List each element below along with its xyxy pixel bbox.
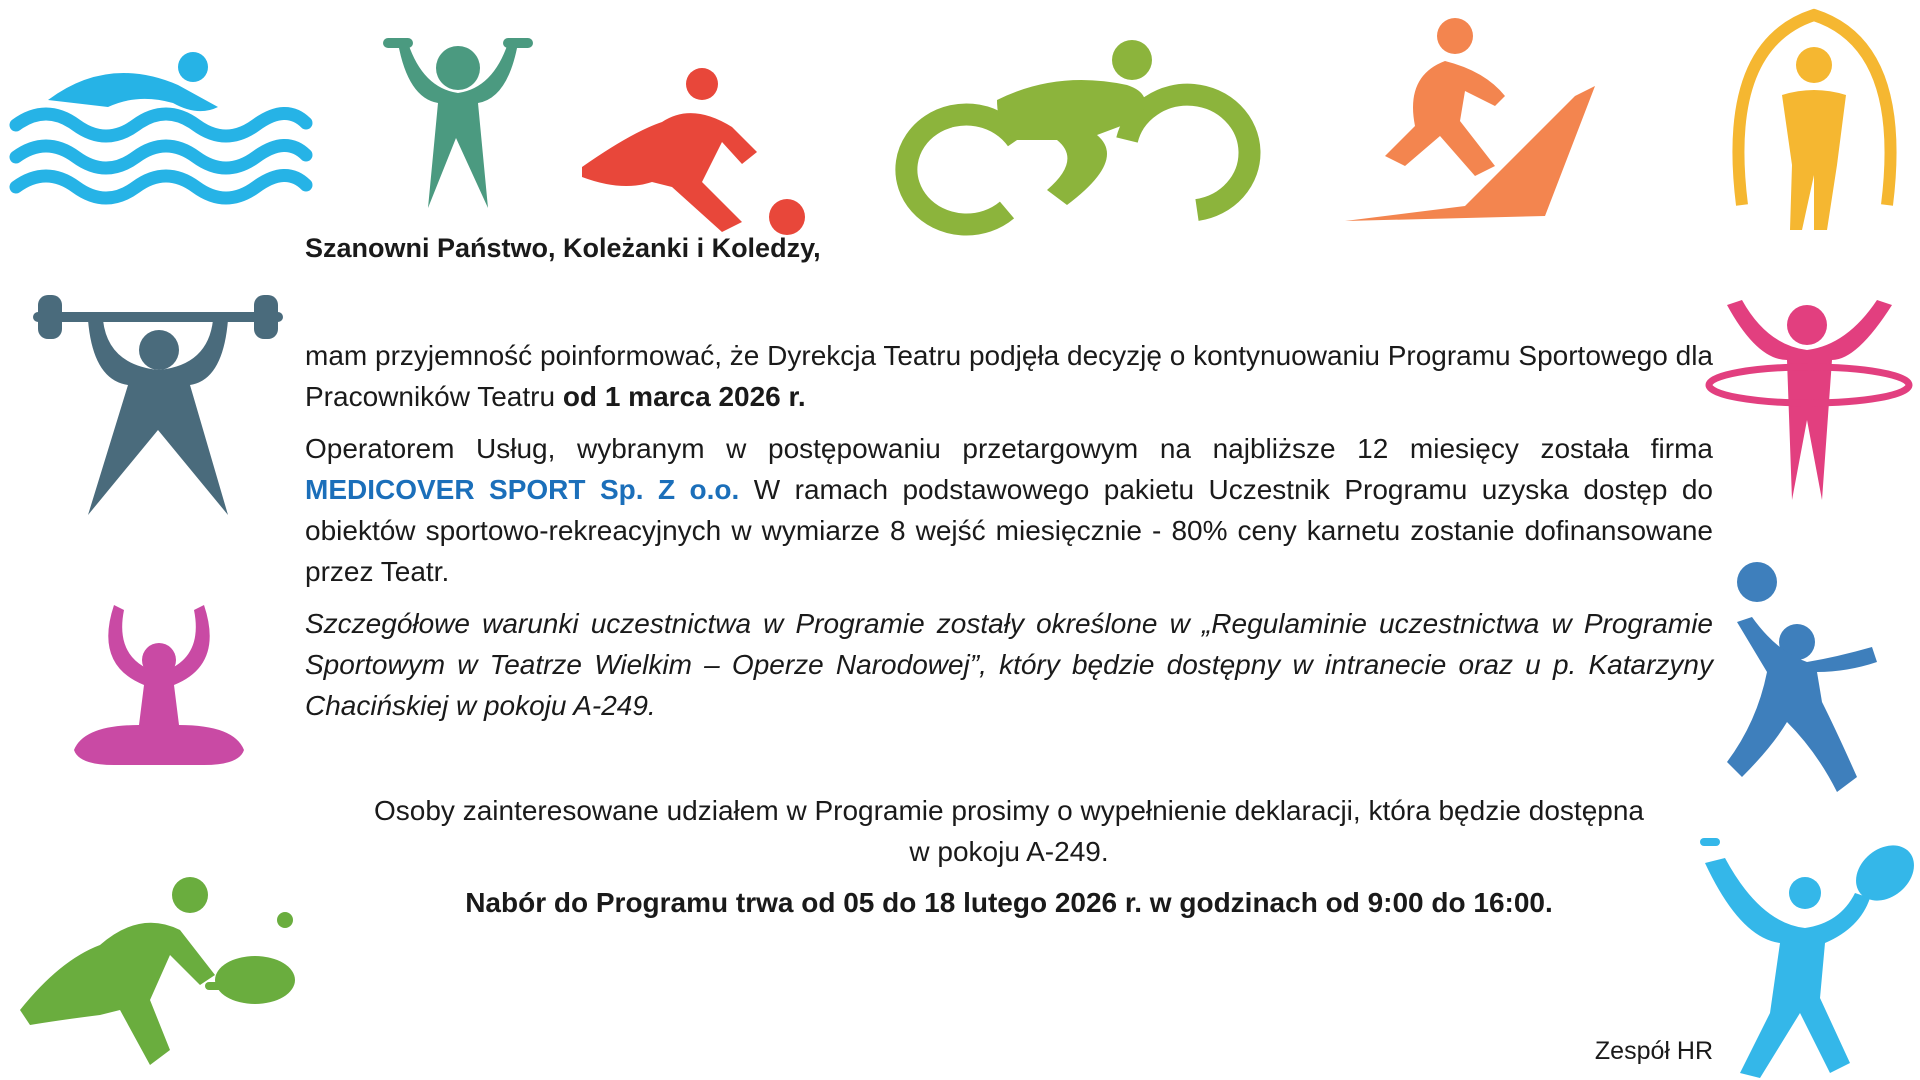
soccer-icon [582, 72, 812, 232]
paragraph-operator-text: W ramach podstawowego pakietu Uczestnik Programu uzyska dostęp do obiektów sportowo-rekreacyjnych w wymiarze 8 wejść miesięcznie - 80% ceny karnetu zostanie dofinansowane przez Teatr. [305, 474, 1714, 587]
paragraph-intro-text: mam przyjemność poinformować, że Dyrekcja Teatru podjęła decyzję o kontynuowaniu Programu Sportowego dla Pracowników Teatru [305, 340, 1713, 412]
start-date: od 1 marca 2026 r. [562, 381, 806, 412]
paragraph-regulations: Szczegółowe warunki uczestnictwa w Programie zostały określone w „Regulaminie uczestnictwa w Programie Sportowym w Teatrze Wielkim – Operze Narodowej”, który będzie dostępny w intranecie oraz u p. Katarzyny Chacińskiej w pokoju A-249. [305, 608, 1713, 721]
yoga-icon [74, 605, 244, 770]
recruitment-period: Nabór do Programu trwa od 05 do 18 lutego 2026 r. w godzinach od 9:00 do 16:00. [465, 887, 1553, 918]
paragraph-operator-intro: Operatorem Usług, wybranym w postępowaniu przetargowym na najbliższe 12 miesięcy została firma [305, 433, 1713, 464]
paragraph-intro [305, 335, 1713, 417]
declaration-line-2: w pokoju A-249. [909, 836, 1109, 867]
ball-player-icon [1727, 562, 1882, 792]
paragraph-operator [305, 428, 1713, 592]
weightlifter-icon [33, 290, 283, 520]
cyclist-icon [897, 40, 1237, 215]
paragraph-declaration [305, 790, 1713, 872]
swimmer-icon [8, 45, 308, 205]
hula-hoop-icon [1707, 300, 1912, 500]
company-name: MEDICOVER SPORT Sp. Z o.o. [305, 474, 740, 505]
tennis-icon [20, 870, 300, 1065]
dumbbell-icon [378, 28, 538, 213]
jumprope-icon [1722, 5, 1907, 230]
runner-icon [1345, 16, 1595, 228]
signature: Zespół HR [1594, 1037, 1713, 1065]
racket-player-icon [1700, 838, 1920, 1078]
declaration-line-1: Osoby zainteresowane udziałem w Programie prosimy o wypełnienie deklaracji, która będzie dostępna [374, 795, 1644, 826]
greeting: Szanowni Państwo, Koleżanki i Koledzy, [305, 233, 821, 263]
